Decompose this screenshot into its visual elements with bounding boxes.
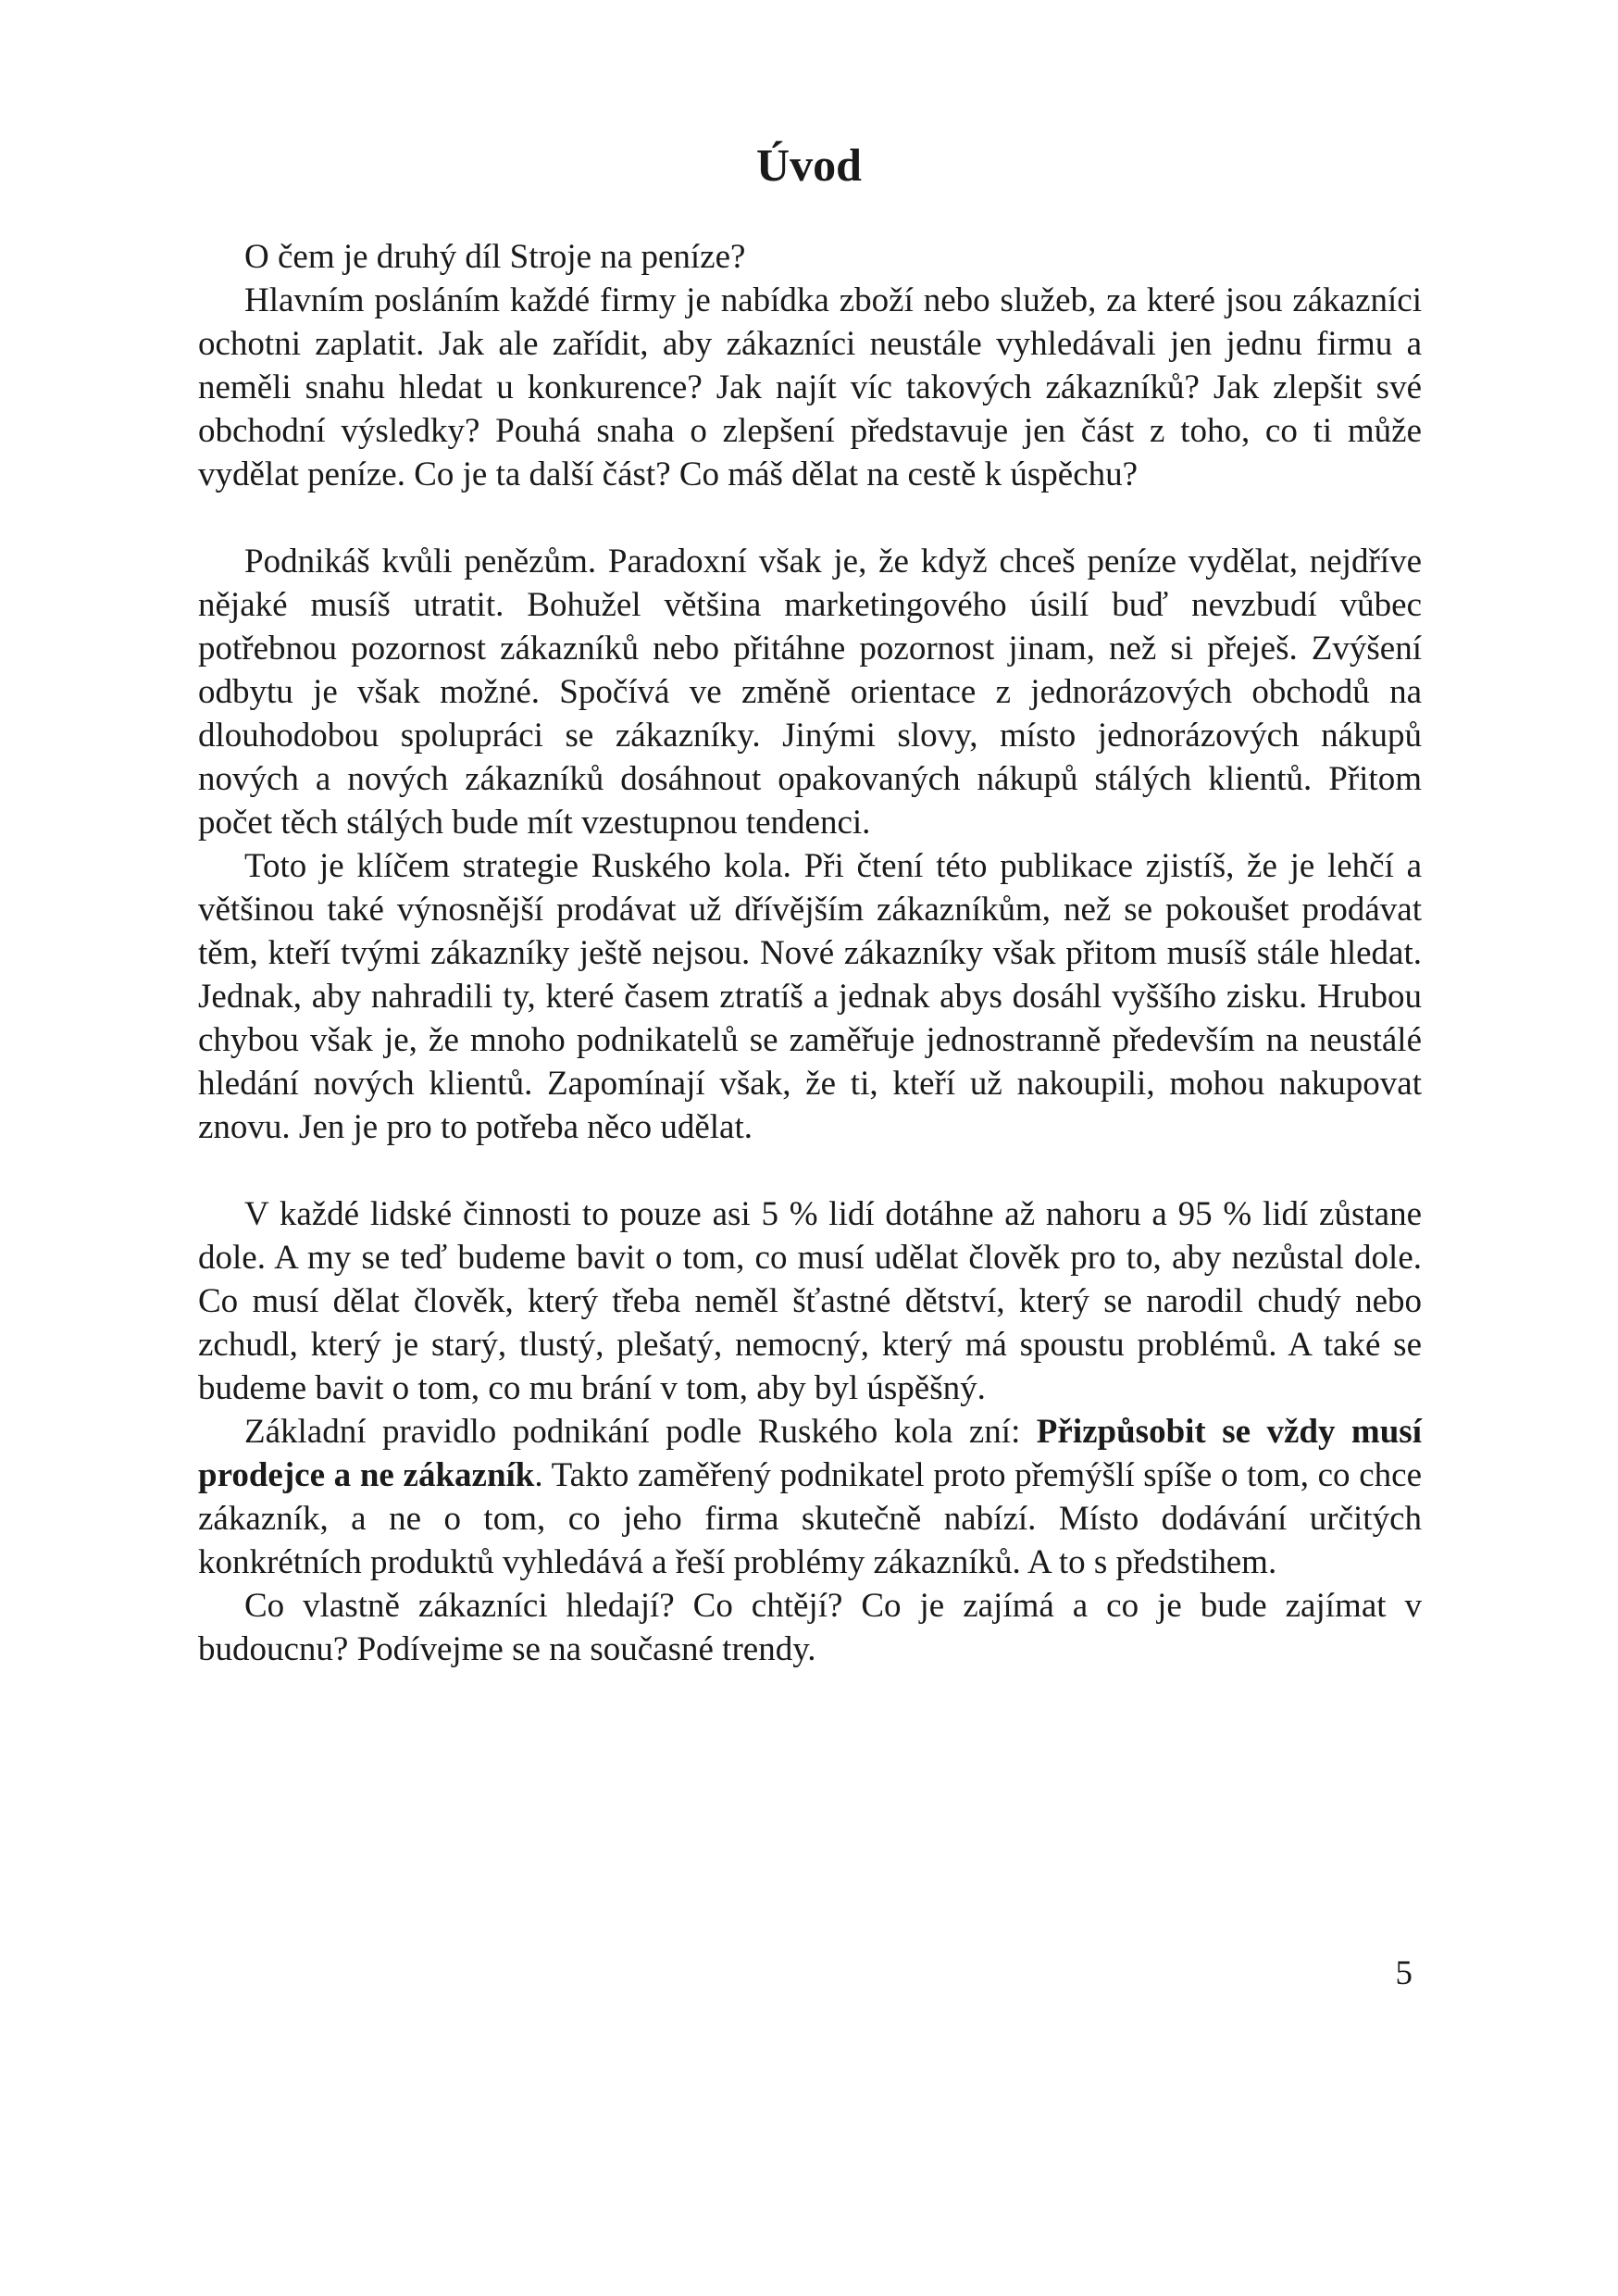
paragraph-text-after: . Takto zaměřený podnikatel proto přemýšlí spíše o tom, co chce zákazník, a ne o tom, co jeho firma skutečně nabízí. Místo dodávání určitých konkrétních produktů vyhledává a řeší problémy zákazníků. A to s předstihem. — [198, 1456, 1423, 1581]
paragraph: Hlavním posláním každé firmy je nabídka zboží nebo služeb, za které jsou zákazníci ochotni zaplatit. Jak ale zařídit, aby zákazníci neustále vyhledávali jen jednu firmu a neměli snahu hledat u konkurence? Jak najít víc takových zákazníků? Jak zlepšit své obchodní výsledky? Pouhá snaha o zlepšení představuje jen část z toho, co ti může vydělat peníze. Co je ta další část? Co máš dělat na cestě k úspěchu? — [198, 281, 1422, 493]
paragraph: Podnikáš kvůli penězům. Paradoxní však je, že když chceš peníze vydělat, nejdříve nějaké musíš utratit. Bohužel většina marketingového úsilí buď nevzbudí vůbec potřebnou pozornost zákazníků nebo přitáhne pozornost jinam, než si přeješ. Zvýšení odbytu je však možné. Spočívá ve změně orientace z jednorázových obchodů na dlouhodobou spolupráci se zákazníky. Jinými slovy, místo jednorázových nákupů nových a nových zákazníků dosáhnout opakovaných nákupů stálých klientů. Přitom počet těch stálých bude mít vzestupnou tendenci. — [198, 543, 1422, 842]
paragraph: O čem je druhý díl Stroje na peníze? — [244, 238, 746, 276]
emphasis-rule: Přizpůsobit se vždy musí prodejce a ne zákazník — [198, 1413, 1422, 1494]
paragraph-text-before: Základní pravidlo podnikání podle Ruského kola zní: — [244, 1413, 1037, 1451]
body-text — [198, 235, 1422, 1671]
paragraph: Toto je klíčem strategie Ruského kola. Při čtení této publikace zjistíš, že je lehčí a většinou také výnosnější prodávat už dřívějším zákazníkům, než se pokoušet prodávat těm, kteří tvými zákazníky ještě nejsou. Nové zákazníky však přitom musíš stále hledat. Jednak, aby nahradili ty, které časem ztratíš a jednak abys dosáhl vyššího zisku. Hrubou chybou však je, že mnoho podnikatelů se zaměřuje jednostranně především na neustálé hledání nových klientů. Zapomínají však, že ti, kteří už nakoupili, mohou nakupovat znovu. Jen je pro to potřeba něco udělat. — [198, 847, 1422, 1146]
paragraph-with-emphasis — [198, 1410, 1422, 1584]
page-number: 5 — [1395, 1954, 1413, 1992]
paragraph: V každé lidské činnosti to pouze asi 5 % lidí dotáhne až nahoru a 95 % lidí zůstane dole. A my se teď budeme bavit o tom, co musí udělat člověk pro to, aby nezůstal dole. Co musí dělat člověk, který třeba neměl šťastné dětství, který se narodil chudý nebo zchudl, který je starý, tlustý, plešatý, nemocný, který má spoustu problémů. A také se budeme bavit o tom, co mu brání v tom, aby byl úspěšný. — [198, 1195, 1422, 1407]
page-title: Úvod — [756, 139, 862, 191]
paragraph: Co vlastně zákazníci hledají? Co chtějí? Co je zajímá a co je bude zajímat v budoucnu? Podívejme se na současné trendy. — [198, 1587, 1422, 1668]
